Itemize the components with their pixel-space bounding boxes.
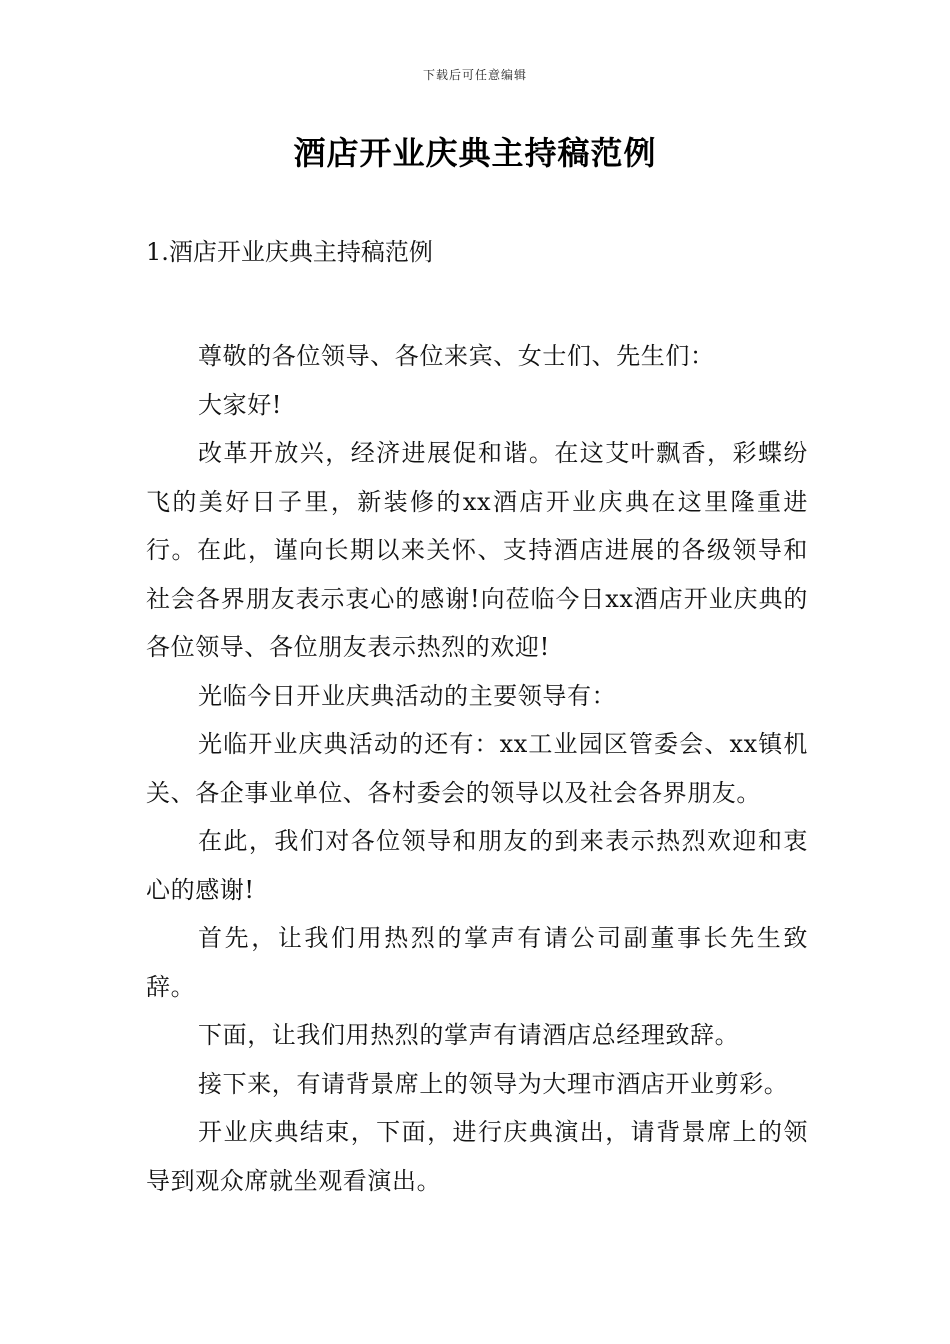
document-title: 酒店开业庆典主持稿范例 bbox=[293, 134, 657, 172]
paragraph-welcome: 在此，我们对各位领导和朋友的到来表示热烈欢迎和衷心的感谢! bbox=[146, 827, 808, 904]
paragraph-performance: 开业庆典结束，下面，进行庆典演出，请背景席上的领导到观众席就坐观看演出。 bbox=[146, 1118, 808, 1195]
section-heading: 1.酒店开业庆典主持稿范例 bbox=[146, 238, 433, 266]
paragraph-greeting: 大家好! bbox=[198, 390, 283, 419]
paragraph-other-guests: 光临开业庆典活动的还有：xx工业园区管委会、xx镇机关、各企事业单位、各村委会的领导以及社会各界朋友。 bbox=[146, 730, 808, 807]
paragraph-opening: 改革开放兴，经济进展促和谐。在这艾叶飘香，彩蝶纷飞的美好日子里，新装修的xx酒店开业庆典在这里隆重进行。在此，谨向长期以来关怀、支持酒店进展的各级领导和社会各界朋友表示衷心的感谢!向莅临今日xx酒店开业庆典的各位领导、各位朋友表示热烈的欢迎! bbox=[146, 439, 808, 661]
paragraph-vice-chairman-speech: 首先，让我们用热烈的掌声有请公司副董事长先生致辞。 bbox=[146, 924, 808, 1001]
paragraph-main-leaders: 光临今日开业庆典活动的主要领导有： bbox=[198, 681, 617, 710]
document-body bbox=[146, 332, 808, 1205]
header-note: 下载后可任意编辑 bbox=[422, 68, 527, 82]
paragraph-salutation: 尊敬的各位领导、各位来宾、女士们、先生们： bbox=[198, 342, 715, 370]
paragraph-ribbon-cutting: 接下来，有请背景席上的领导为大理市酒店开业剪彩。 bbox=[198, 1069, 789, 1098]
paragraph-manager-speech: 下面，让我们用热烈的掌声有请酒店总经理致辞。 bbox=[198, 1021, 740, 1049]
